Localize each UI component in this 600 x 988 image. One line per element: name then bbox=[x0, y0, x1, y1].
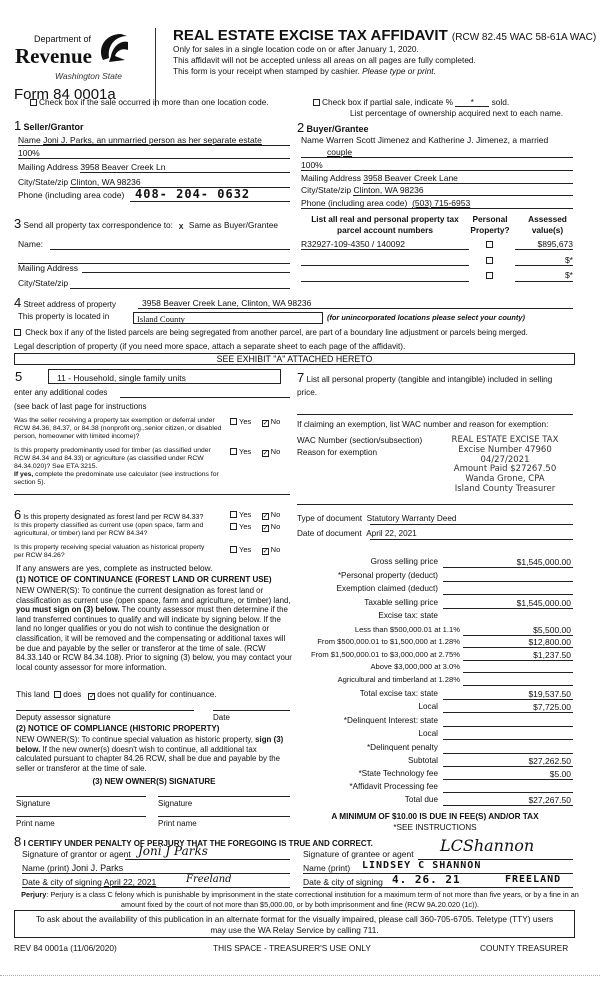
tax-value[interactable]: $27,267.50 bbox=[528, 795, 571, 805]
tax-label: *Affidavit Processing fee bbox=[349, 782, 438, 791]
county-treasurer-label: COUNTY TREASURER bbox=[480, 943, 569, 953]
tax-value[interactable]: $7,725.00 bbox=[533, 702, 571, 712]
tax-label: From $500,000.01 to $1,500,000 at 1.28% bbox=[317, 637, 460, 646]
tax-label: *Personal property (deduct) bbox=[337, 570, 438, 580]
assessed-value[interactable]: $* bbox=[564, 255, 573, 265]
tax-label: Taxable selling price bbox=[364, 597, 438, 607]
tax-value[interactable]: $19,537.50 bbox=[528, 688, 571, 699]
tax-label: Exemption claimed (deduct) bbox=[336, 584, 438, 593]
s3-name-label: Name: bbox=[18, 239, 44, 249]
see-back: (see back of last page for instructions bbox=[14, 402, 147, 411]
personal-col-header: Personal Property? bbox=[470, 214, 510, 235]
grantee-city[interactable]: FREELAND bbox=[505, 874, 562, 885]
personal-property-label: 7 List all personal property (tangible and intangible) included in selling price. bbox=[297, 370, 553, 397]
treasurer-stamp: REAL ESTATE EXCISE TAX Excise Number 47960 04/27/2021 Amount Paid $27267.50 Wanda Grone, CPA Island County Treasurer bbox=[451, 435, 559, 494]
tax-line bbox=[443, 753, 573, 754]
tax-label: Total due bbox=[404, 795, 438, 804]
q-current-use: Is this property classified as current use (open space, farm and agricultural, or timber) land per RCW 84.34? bbox=[14, 522, 204, 537]
tax-label: Gross selling price bbox=[370, 557, 438, 566]
seller-city-field[interactable]: City/State/zip Clinton, WA 98236 bbox=[18, 177, 141, 187]
doc-type-field[interactable]: Type of document Statutory Warranty Deed bbox=[297, 514, 457, 523]
property-code-select[interactable]: 11 - Household, single family units bbox=[48, 369, 281, 384]
form-revision: REV 84 0001a (11/06/2020) bbox=[14, 943, 117, 953]
notice-continuance-text: NEW OWNER(S): To continue the current designation as forest land or classification as current use (open space, farm and agriculture, or timber) land, you must sign on (3) below. The county assessor must then determine if the land transferred continues to qualify and will indicate by signing below. If the land no longer qualifies or you do not wish to continue the designation or classification, it will be removed and the compensating or additional taxes will be due and payable by the seller or transferor at the time of sale. (RCW 84.33.140 or RCW 84.34.108). Prior to signing (3) below, you may contact your local county assessor for more information. bbox=[16, 586, 292, 672]
tax-label: Excise tax: state bbox=[378, 611, 438, 620]
grantee-signature-label: Signature of grantee or agent bbox=[303, 849, 414, 859]
assessed-value[interactable]: $895,673 bbox=[537, 239, 573, 249]
tax-value[interactable]: $1,237.50 bbox=[533, 649, 571, 660]
tax-value[interactable]: $1,545,000.00 bbox=[516, 557, 571, 567]
form-title: REAL ESTATE EXCISE TAX AFFIDAVIT (RCW 82.45 WAC 58-61A WAC) bbox=[173, 27, 597, 44]
tax-line bbox=[443, 805, 573, 806]
tax-label: *State Technology fee bbox=[358, 769, 438, 778]
owner-print-name-2[interactable]: Print name bbox=[158, 819, 197, 828]
seller-name-field[interactable]: Name Joni J. Parks, an unmarried person as her separate estate bbox=[18, 135, 262, 145]
deputy-signature-label: Deputy assessor signature bbox=[16, 713, 111, 722]
tax-line bbox=[443, 779, 573, 780]
tax-line bbox=[443, 567, 573, 568]
logo-revenue: Revenue bbox=[15, 44, 92, 68]
buyer-heading: 2 Buyer/Grantee bbox=[297, 120, 369, 135]
exemption-claim-label: If claiming an exemption, list WAC number and reason for exemption: bbox=[297, 420, 549, 429]
minimum-note: A MINIMUM OF $10.00 IS DUE IN FEE(S) AND/OR TAX bbox=[331, 812, 539, 821]
grantor-name-field[interactable]: Name (print) Joni J. Parks bbox=[22, 863, 124, 873]
new-owner-signature-title: (3) NEW OWNER(S) SIGNATURE bbox=[92, 777, 216, 786]
header-divider bbox=[155, 28, 156, 106]
grantor-signature-label: Signature of grantor or agent bbox=[22, 849, 131, 859]
seller-phone-label: Phone (including area code) bbox=[18, 190, 125, 200]
tax-label: From $1,500,000.01 to $3,000,000 at 2.75% bbox=[310, 649, 460, 659]
see-instructions: *SEE INSTRUCTIONS bbox=[393, 823, 477, 832]
notice-compliance-text: NEW OWNER(S): To continue special valuation as historic property, sign (3) below. If the new owner(s) doesn't wish to continue, all additional tax calculated pursuant to chapter 84.26 RCW, shall be due and payable by the seller or transferor at the time of sale. bbox=[16, 735, 284, 773]
accessibility-notice: To ask about the availability of this publication in an alternate format for the visually impaired, please call 360-705-6705. Teletype (TTY) users may use the WA Relay Service by calling 711. bbox=[14, 910, 575, 938]
tax-label: Local bbox=[418, 702, 438, 711]
tax-label: Local bbox=[418, 729, 438, 738]
header-note-1: Only for sales in a single location code on or after January 1, 2020. bbox=[173, 44, 419, 54]
buyer-name-field[interactable]: Name Warren Scott Jimenez and Katherine J. Jimenez, a married bbox=[301, 135, 549, 145]
q-exemption-answer[interactable]: Yes ✓ No bbox=[230, 418, 280, 427]
list-pct-note: List percentage of ownership acquired next to each name. bbox=[350, 108, 564, 118]
grantee-name[interactable]: LINDSEY C SHANNON bbox=[362, 860, 482, 871]
tax-label: Above $3,000,000 at 3.0% bbox=[370, 662, 460, 671]
header-note-3: This form is your receipt when stamped by cashier. Please type or print. bbox=[173, 66, 436, 76]
tax-label: Less than $500,000.01 at 1.1% bbox=[354, 624, 460, 634]
grantor-city[interactable]: Freeland bbox=[186, 874, 232, 885]
notice-continuance-title: (1) NOTICE OF CONTINUANCE (FOREST LAND OR CURRENT USE) bbox=[16, 575, 272, 584]
parcel-col-header: List all real and personal property tax parcel account numbers bbox=[311, 214, 459, 235]
tax-line bbox=[463, 685, 573, 686]
if-any-note: If any answers are yes, complete as instructed below. bbox=[16, 563, 213, 573]
logo-state: Washington State bbox=[55, 71, 122, 81]
q-timber-note: If yes, complete the predominate use calculator (see instructions for section 5). bbox=[14, 471, 219, 486]
form-number: Form 84 0001a bbox=[14, 86, 116, 103]
located-label: This property is located in bbox=[18, 312, 110, 321]
tax-value[interactable]: $5.00 bbox=[549, 769, 571, 779]
assessed-value[interactable]: $* bbox=[564, 270, 573, 280]
grantee-name-label: Name (print) bbox=[303, 863, 351, 873]
same-as-buyer-checkbox[interactable]: X bbox=[178, 224, 184, 231]
tax-line bbox=[443, 726, 573, 727]
seller-pct[interactable]: 100% bbox=[18, 148, 40, 158]
personal-property-checkbox[interactable] bbox=[486, 257, 493, 264]
buyer-phone-field[interactable]: Phone (including area code) (503) 715-6953 bbox=[301, 198, 471, 208]
grantee-signature[interactable]: LCShannon bbox=[440, 836, 535, 855]
personal-property-checkbox[interactable] bbox=[486, 241, 493, 248]
assessed-col-header: Assessed value(s) bbox=[528, 214, 567, 235]
s3-mail-label: Mailing Address bbox=[18, 263, 79, 273]
tax-line bbox=[443, 766, 573, 767]
personal-property-checkbox[interactable] bbox=[486, 272, 493, 279]
certify-statement: 8 I CERTIFY UNDER PENALTY OF PERJURY THAT THE FOREGOING IS TRUE AND CORRECT. bbox=[14, 834, 373, 849]
tax-line bbox=[443, 739, 573, 740]
tax-line bbox=[443, 581, 573, 582]
street-label: 4 Street address of property bbox=[14, 295, 116, 310]
grantee-date-label: Date & city of signing bbox=[303, 877, 383, 887]
q-exemption: Was the seller receiving a property tax exemption or deferral under RCW 84.36, 84.37, or 84.38 (nonprofit org.,senior citizen, or disabled person, homeowner with limited income)? bbox=[14, 417, 222, 440]
additional-codes-label: enter any additional codes bbox=[14, 388, 108, 397]
tax-label: *Delinquent penalty bbox=[366, 742, 438, 752]
tax-value[interactable]: $27,262.50 bbox=[528, 756, 571, 766]
parcel-number[interactable]: R32927-109-4350 / 140092 bbox=[301, 239, 405, 249]
street-address[interactable]: 3958 Beaver Creek Lane, Clinton, WA 98236 bbox=[142, 298, 312, 308]
county-select[interactable]: Island County bbox=[133, 312, 323, 324]
tax-line bbox=[463, 660, 573, 661]
q-timber: Is this property predominantly used for timber (as classified under RCW 84.34 and 84.33) or agriculture (as classified under RCW 84.34.020)? See ETA 3215. bbox=[14, 447, 211, 470]
seller-heading: 1 Seller/Grantor bbox=[14, 118, 84, 133]
owner-signature-1[interactable]: Signature bbox=[16, 799, 51, 808]
legal-description[interactable]: SEE EXHIBIT "A" ATTACHED HERETO bbox=[14, 353, 575, 365]
buyer-name-cont[interactable]: couple bbox=[327, 147, 353, 157]
legal-label: Legal description of property (if you need more space, attach a separate sheet to each page of the affidavit). bbox=[14, 342, 406, 351]
treasurer-space-label: THIS SPACE - TREASURER'S USE ONLY bbox=[213, 943, 371, 953]
q-historic: Is this property receiving special valuation as historical property per RCW 84.26? bbox=[14, 544, 205, 559]
tax-line bbox=[443, 594, 573, 595]
seller-phone[interactable]: 408- 204- 0632 bbox=[135, 187, 251, 201]
tax-value[interactable]: $5,500.00 bbox=[533, 624, 571, 635]
q-timber-answer[interactable]: Yes ✓ No bbox=[230, 448, 280, 457]
q-historic-answer[interactable]: Yes ✓ No bbox=[230, 546, 280, 555]
tax-label: Agricultural and timberland at 1.28% bbox=[337, 674, 460, 684]
s3-label: 3 Send all property tax correspondence to: X Same as Buyer/Grantee bbox=[14, 216, 278, 231]
doc-date-field[interactable]: Date of document April 22, 2021 bbox=[297, 529, 417, 538]
perjury-note: Perjury: Perjury is a class C felony which is punishable by imprisonment in the state correctional institution for a maximum term of not more than five years, or by a fine in an amount fixed by the court of not more than $5,000.00, or by both imprisonment and fine (RCW 9A.20.020 (1c)). bbox=[21, 890, 579, 909]
tax-value[interactable]: $12,800.00 bbox=[528, 637, 571, 647]
tax-line bbox=[443, 699, 573, 700]
segregate-checkbox[interactable]: Check box if any of the listed parcels are being segregated from another parcel, are part of a boundary line adjustment or parcels being merged. bbox=[14, 329, 528, 337]
header-note-2: This affidavit will not be accepted unless all areas on all pages are fully completed. bbox=[173, 55, 476, 65]
tax-line bbox=[443, 712, 573, 713]
tax-line bbox=[463, 647, 573, 648]
tax-label: Total excise tax: state bbox=[359, 688, 438, 698]
owner-signature-2[interactable]: Signature bbox=[158, 799, 193, 808]
q-forest: 6 Is this property designated as forest land per RCW 84.33? bbox=[14, 507, 204, 522]
wac-label: WAC Number (section/subsection) bbox=[297, 436, 423, 445]
multi-location-checkbox[interactable]: Check box if the sale occurred in more than one location code. bbox=[30, 98, 269, 106]
continuance-qualify[interactable]: This land does ✓ does not qualify for continuance. bbox=[16, 689, 217, 700]
reason-label: Reason for exemption bbox=[297, 448, 378, 457]
tax-line bbox=[443, 792, 573, 793]
tax-line bbox=[463, 635, 573, 636]
deputy-date-label: Date bbox=[213, 713, 230, 722]
notice-compliance-title: (2) NOTICE OF COMPLIANCE (HISTORIC PROPERTY) bbox=[16, 724, 220, 733]
tax-value[interactable]: $1,545,000.00 bbox=[516, 597, 571, 608]
seller-mail-field[interactable]: Mailing Address 3958 Beaver Creek Ln bbox=[18, 162, 166, 172]
owner-print-name-1[interactable]: Print name bbox=[16, 819, 55, 828]
logo-dept: Department of bbox=[34, 34, 92, 44]
tax-label: Subtotal bbox=[407, 756, 438, 765]
q-current-use-answer[interactable]: Yes ✓ No bbox=[230, 523, 280, 532]
buyer-city-field[interactable]: City/State/zip Clinton, WA 98236 bbox=[301, 185, 424, 195]
partial-sale-checkbox[interactable]: Check box if partial sale, indicate % * sold. bbox=[313, 98, 509, 107]
tax-line bbox=[463, 672, 573, 673]
county-note: (for unincorporated locations please select your county) bbox=[327, 313, 525, 322]
grantee-date[interactable]: 4. 26. 21 bbox=[392, 873, 461, 886]
s3-city-label: City/State/zip bbox=[18, 278, 69, 288]
buyer-pct[interactable]: 100% bbox=[301, 160, 323, 170]
tax-label: *Delinquent Interest: state bbox=[343, 715, 438, 725]
q-forest-answer[interactable]: Yes ✓ No bbox=[230, 511, 280, 520]
grantor-date-field[interactable]: Date & city of signing April 22, 2021 bbox=[22, 877, 157, 887]
tax-line bbox=[443, 608, 573, 609]
logo-swoosh-icon bbox=[95, 30, 131, 66]
s5-num: 5 bbox=[15, 369, 23, 384]
grantor-signature[interactable]: Joni J Parks bbox=[138, 844, 208, 858]
buyer-mail-field[interactable]: Mailing Address 3958 Beaver Creek Lane bbox=[301, 173, 458, 183]
